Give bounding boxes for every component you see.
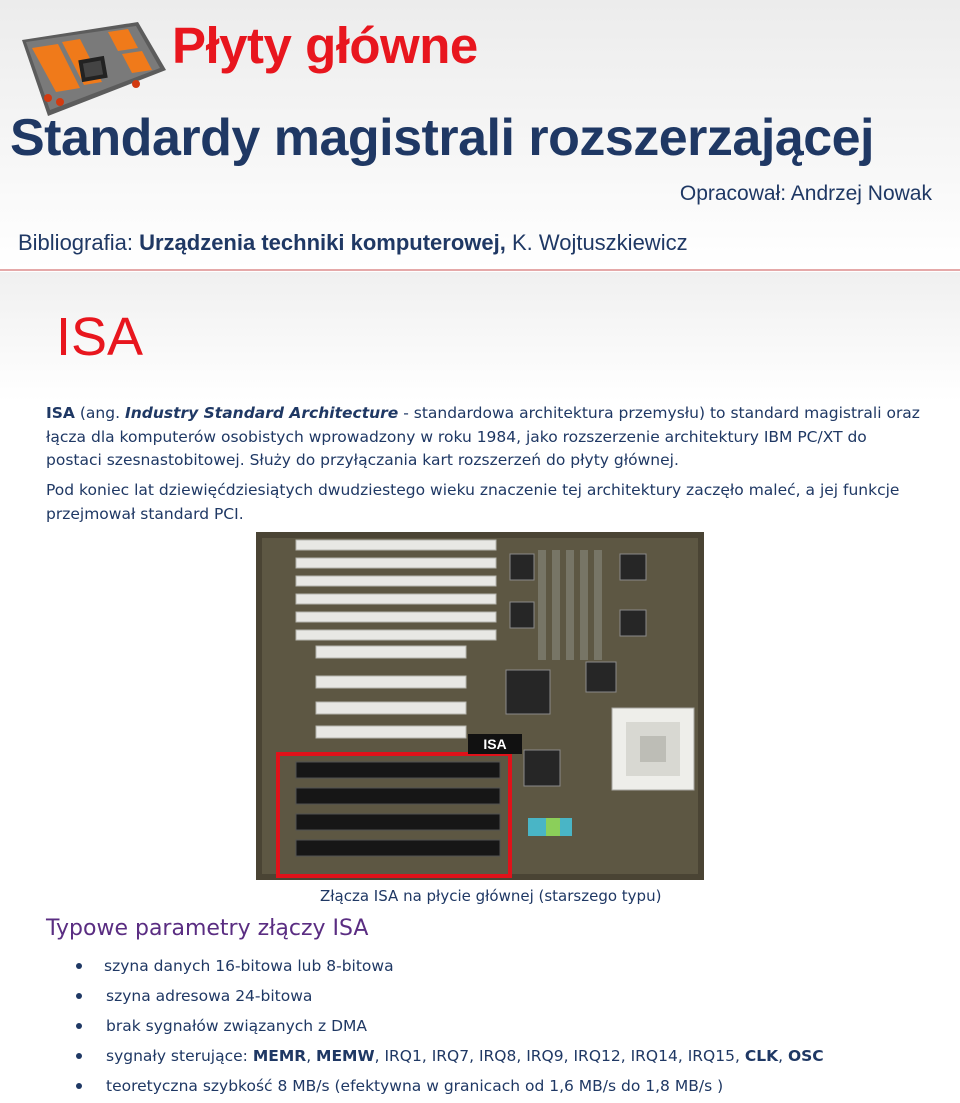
- intro-text-rest: - standardowa architektura przemysłu) to standard magistrali oraz łącza dla komputerów osobistych wprowadzony w roku 1984, jako rozszerzenie architektury IBM PC/XT do postaci szesnastobitowej. Służy do przyłączania kart rozszerzeń do płyty głównej.: [46, 404, 920, 469]
- bibliography-prefix: Bibliografia:: [18, 230, 140, 255]
- list-item-text: [106, 1043, 824, 1069]
- bullet-icon: [76, 1023, 82, 1029]
- bibliography-author: K. Wojtuszkiewicz: [505, 230, 688, 255]
- header-divider: [0, 269, 960, 271]
- bibliography-book: Urządzenia techniki komputerowej,: [139, 230, 506, 255]
- bullet-icon: [76, 1083, 82, 1089]
- signal-osc: OSC: [787, 1047, 824, 1065]
- image-caption: Złącza ISA na płycie głównej (starszego typu): [320, 887, 662, 905]
- page-subtitle: Standardy magistrali rozszerzającej: [10, 109, 874, 167]
- isa-expansion: Industry Standard Architecture: [124, 404, 399, 422]
- isa-label: ISA: [483, 736, 507, 752]
- signals-irq-list: , IRQ1, IRQ7, IRQ8, IRQ9, IRQ12, IRQ14, IRQ15,: [374, 1047, 745, 1065]
- bullet-icon: [76, 963, 82, 969]
- bullet-icon: [76, 993, 82, 999]
- page-title: Płyty główne: [172, 17, 478, 74]
- signal-clk: CLK: [744, 1047, 779, 1065]
- bibliography: [18, 230, 688, 256]
- signals-separator: ,: [778, 1047, 788, 1065]
- section-title: ISA: [56, 307, 144, 367]
- params-heading: Typowe parametry złączy ISA: [46, 916, 369, 941]
- list-item-text: brak sygnałów związanych z DMA: [106, 1017, 368, 1035]
- isa-term: ISA: [46, 404, 75, 422]
- motherboard-logo-icon: [18, 22, 166, 116]
- author-credit: Opracował: Andrzej Nowak: [679, 182, 932, 205]
- signal-memr: MEMR: [252, 1047, 307, 1065]
- signals-prefix: sygnały sterujące:: [106, 1047, 253, 1065]
- intro-paragraph: [46, 402, 926, 473]
- bullet-icon: [76, 1053, 82, 1059]
- list-item-text: szyna danych 16-bitowa lub 8-bitowa: [104, 957, 394, 975]
- list-item-text: teoretyczna szybkość 8 MB/s (efektywna w granicach od 1,6 MB/s do 1,8 MB/s ): [106, 1077, 724, 1095]
- intro-text-part: (ang.: [74, 404, 125, 422]
- decline-paragraph: Pod koniec lat dziewięćdziesiątych dwudziestego wieku znaczenie tej architektury zaczęło maleć, a jej funkcje przejmował standard PCI.: [46, 481, 900, 523]
- list-item-text: szyna adresowa 24-bitowa: [106, 987, 313, 1005]
- signals-separator: ,: [306, 1047, 317, 1065]
- section-band: [0, 272, 960, 402]
- signal-memw: MEMW: [316, 1047, 375, 1065]
- motherboard-photo: [256, 532, 704, 880]
